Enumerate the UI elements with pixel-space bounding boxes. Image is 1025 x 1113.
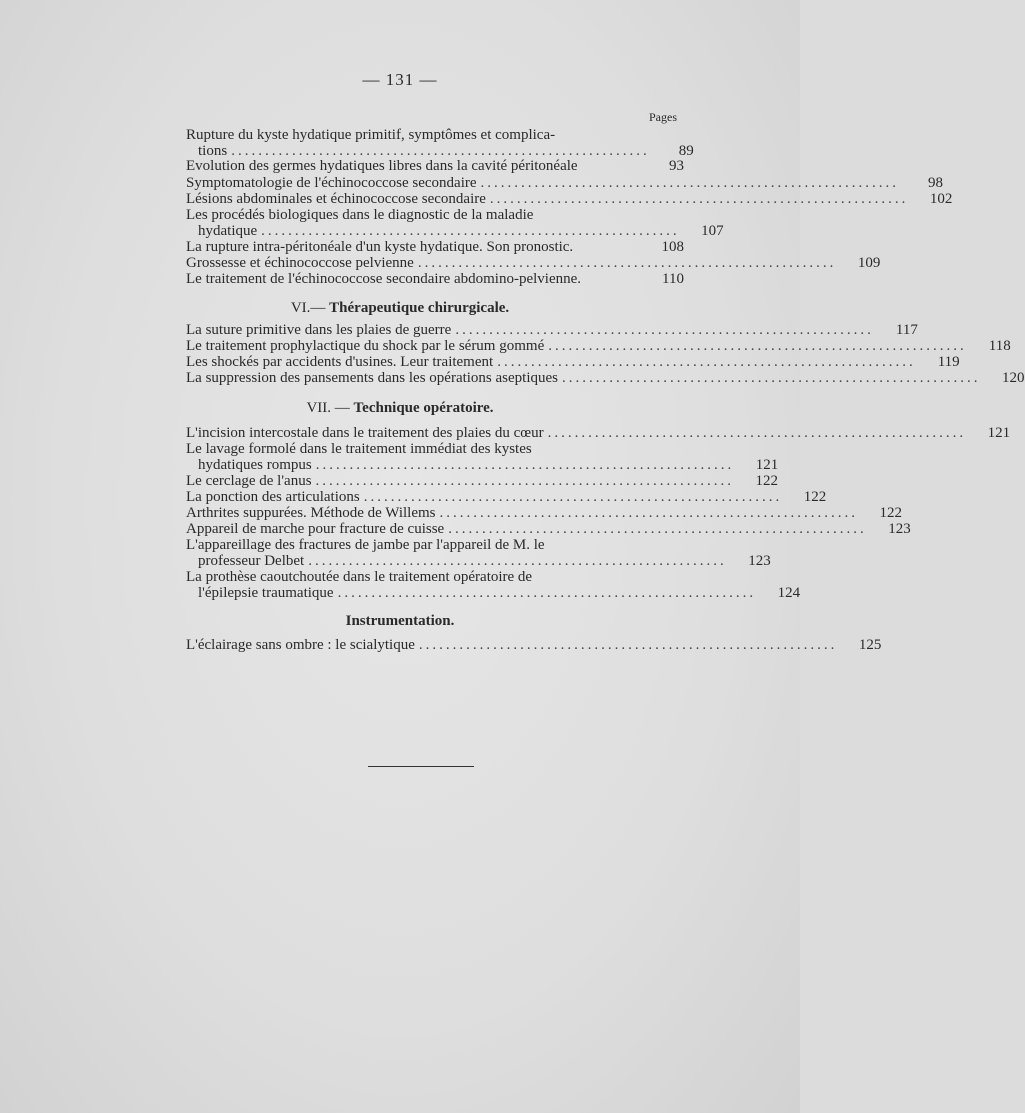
toc-page-number: 107 [701,222,724,239]
toc-entry [186,441,779,473]
section-number: VII. — [306,400,350,416]
toc-page-number: 93 [669,158,684,174]
toc-entry [186,207,724,239]
dot-leader: .............................................................. [562,370,981,386]
toc-entry-text: Appareil de marche pour fracture de cuisse [186,521,445,537]
toc-page-number: 108 [661,239,684,255]
toc-entry [186,255,881,272]
toc-entry [186,191,953,208]
toc-entry [186,569,801,601]
toc-entry [186,272,684,288]
toc-entry-text: hydatiques rompus [198,456,312,473]
toc-entry-text: La rupture intra-péritonéale d'un kyste hydatique. Son pronostic. [186,239,574,255]
toc-entry [186,354,960,371]
toc-page-number: 98 [928,175,944,191]
toc-page-number: 122 [803,489,827,505]
dot-leader: .............................................................. [455,322,874,338]
section-heading [0,613,800,630]
toc-entry-text: Les procédés biologiques dans le diagnostic de la maladie [186,207,534,223]
closing-rule [368,766,474,767]
toc-entry-text: Le lavage formolé dans le traitement immédiat des kystes [186,441,532,457]
toc-page-number: 124 [777,584,801,601]
toc-entry-text: L'appareillage des fractures de jambe par l'appareil de M. le [186,537,545,553]
pages-column-label: Pages [649,110,677,124]
dot-leader: .............................................................. [497,354,916,370]
toc-entry-text: La prothèse caoutchoutée dans le traitement opératoire de [186,569,533,585]
toc-entry-text: Le traitement prophylactique du shock par le sérum gommé [186,338,545,354]
dot-leader: .............................................................. [308,552,727,569]
toc-page-number: 118 [988,338,1011,354]
toc-page-number: 117 [895,322,918,338]
section-title: Technique opératoire. [353,400,494,416]
toc-entry-text: La ponction des articulations [186,489,360,505]
toc-entry [186,127,694,159]
toc-page-number: 122 [879,505,902,521]
toc-entry [186,240,684,256]
dot-leader: .............................................................. [480,175,900,191]
toc-entry-text: Le traitement de l'échinococcose secondaire abdomino-pelvienne. [186,271,582,287]
toc-entry-text: professeur Delbet [198,552,305,569]
toc-entry [186,159,684,175]
toc-page-number: 109 [857,255,881,271]
toc-entry [186,338,1011,355]
dot-leader: .............................................................. [439,505,858,521]
dot-leader: .............................................................. [417,255,837,271]
toc-entry [186,322,918,339]
toc-entry-text: Arthrites suppurées. Méthode de Willems [186,505,436,521]
toc-entry [186,505,902,522]
toc-page-number: 102 [929,191,953,207]
toc-entry [186,637,882,654]
dot-leader: .............................................................. [315,456,735,473]
toc-entry-text: Lésions abdominales et échinococcose secondaire [186,191,486,207]
section-heading [0,300,800,317]
dot-leader: .............................................................. [418,637,838,653]
toc-page-number: 119 [937,354,960,370]
toc-entry-text: Le cerclage de l'anus [186,473,312,489]
toc-entry-text: Evolution des germes hydatiques libres dans la cavité péritonéale [186,158,578,174]
dot-leader: .............................................................. [448,521,867,537]
toc-entry-text: Grossesse et échinococcose pelvienne [186,255,414,271]
toc-entry-text: La suture primitive dans les plaies de guerre [186,322,452,338]
toc-entry [186,537,771,569]
dot-leader: .............................................................. [337,584,757,601]
dot-leader: .............................................................. [315,473,735,489]
dot-leader: .............................................................. [231,142,650,159]
toc-entry [186,175,944,192]
toc-entry [186,489,827,506]
toc-entry [186,370,1025,387]
toc-entry-text: Les shockés par accidents d'usines. Leur traitement [186,354,494,370]
toc-page-number: 123 [888,521,911,537]
toc-page-number: 89 [678,142,694,159]
page-number: — 131 — [362,70,438,89]
toc-entry [186,425,1011,442]
toc-entry-text: tions [198,142,228,159]
dot-leader: .............................................................. [489,191,909,207]
toc-page-number: 121 [755,456,779,473]
toc-page-number: 122 [755,473,779,489]
dot-leader: .............................................................. [547,425,967,441]
toc-entry [186,521,911,538]
section-title: Instrumentation. [345,613,455,629]
toc-page-number: 125 [858,637,882,653]
dot-leader: .............................................................. [261,222,680,239]
toc-entry-text: Rupture du kyste hydatique primitif, symptômes et complica- [186,127,556,143]
toc-entry-text: hydatique [198,222,258,239]
toc-page-number: 120 [1002,370,1025,386]
section-heading [0,400,800,417]
toc-page-number: 123 [748,552,771,569]
section-number: VI.— [290,300,326,316]
toc-entry-text: L'incision intercostale dans le traitement des plaies du cœur [186,425,544,441]
toc-page-number: 121 [987,425,1011,441]
toc-entry-text: L'éclairage sans ombre : le scialytique [186,637,415,653]
toc-entry [186,473,779,490]
toc-entry-text: Symptomatologie de l'échinococcose secondaire [186,175,477,191]
toc-entry-text: l'épilepsie traumatique [198,584,334,601]
section-title: Thérapeutique chirurgicale. [329,300,510,316]
dot-leader: .............................................................. [363,489,783,505]
dot-leader: .............................................................. [548,338,967,354]
toc-page-number: 110 [662,271,684,287]
toc-entry-text: La suppression des pansements dans les opérations aseptiques [186,370,559,386]
